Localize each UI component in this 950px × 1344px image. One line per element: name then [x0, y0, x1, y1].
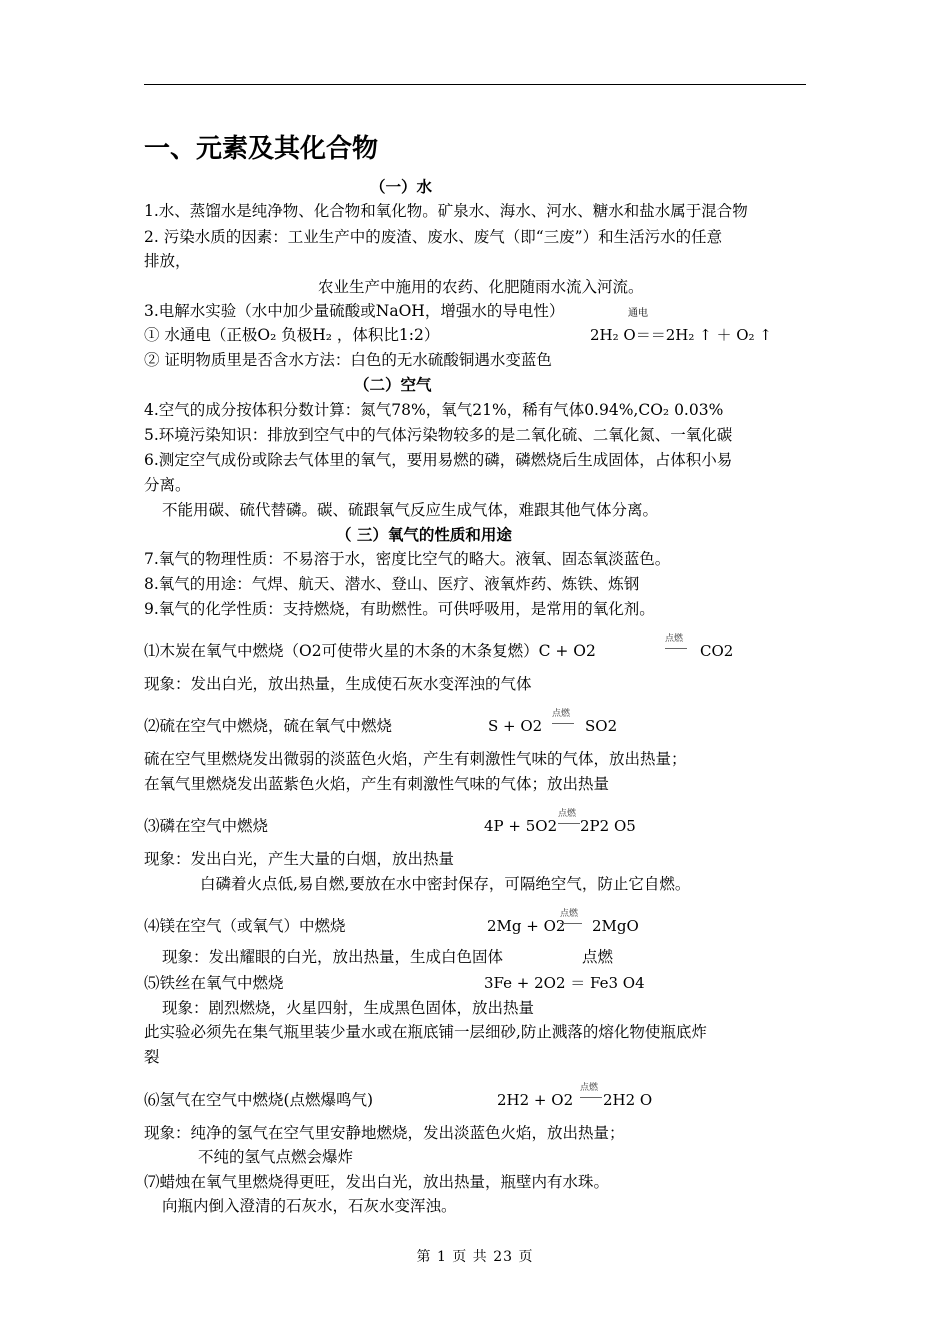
reaction-1: ⑴木炭在氧气中燃烧（O2可使带火星的木条的木条复燃）C + O2 — [144, 642, 596, 660]
reaction-5-observation: 现象：剧烈燃烧，火星四射，生成黑色固体，放出热量 — [162, 999, 535, 1017]
reaction-2-observation-2: 在氧气里燃烧发出蓝紫色火焰，产生有刺激性气味的气体；放出热量 — [144, 775, 610, 793]
line-6b: 分离。 — [144, 476, 191, 494]
reaction-6-equation: 2H2 + O2 — [497, 1091, 574, 1109]
line-2c: 农业生产中施用的农药、化肥随雨水流入河流。 — [318, 278, 644, 296]
page-heading: 一、元素及其化合物 — [144, 134, 379, 164]
reaction-6-observation-2: 不纯的氢气点燃会爆炸 — [198, 1148, 354, 1166]
reaction-4-observation: 现象：发出耀眼的白光，放出热量，生成白色固体 — [162, 948, 504, 966]
line-2a: 2. 污染水质的因素：工业生产中的废渣、废水、废气（即“三废”）和生活污水的任意 — [144, 228, 723, 246]
product-6: 2H2 O — [603, 1091, 653, 1109]
condition-ignite-4: 点燃 — [560, 909, 582, 924]
product-2: SO2 — [585, 717, 618, 735]
reaction-4-equation: 2Mg + O2 — [487, 917, 566, 935]
reaction-5-note-2: 裂 — [144, 1048, 160, 1066]
line-3: 3.电解水实验（水中加少量硫酸或NaOH，增强水的导电性） — [144, 302, 565, 320]
line-3b: ② 证明物质里是否含水方法：白色的无水硫酸铜遇水变蓝色 — [144, 351, 552, 369]
reaction-2: ⑵硫在空气中燃烧，硫在氧气中燃烧 — [144, 717, 393, 735]
equation-electrolysis: 2H₂ O＝＝2H₂ ↑ ＋ O₂ ↑ — [590, 326, 772, 344]
reaction-5: ⑸铁丝在氧气中燃烧 — [144, 974, 284, 992]
reaction-7-observation: 向瓶内倒入澄清的石灰水，石灰水变浑浊。 — [162, 1197, 457, 1215]
condition-ignite-1: 点燃 — [665, 634, 687, 649]
line-8: 8.氧气的用途：气焊、航天、潜水、登山、医疗、液氧炸药、炼铁、炼钢 — [144, 575, 640, 593]
page-footer: 第 1 页 共 23 页 — [416, 1249, 534, 1265]
reaction-6-observation-1: 现象：纯净的氢气在空气里安静地燃烧，发出淡蓝色火焰，放出热量； — [144, 1124, 625, 1142]
condition-ignite-6: 点燃 — [580, 1083, 602, 1098]
reaction-7: ⑺蜡烛在氧气里燃烧得更旺，发出白光，放出热量，瓶壁内有水珠。 — [144, 1173, 610, 1191]
condition-ignite-2: 点燃 — [552, 709, 574, 724]
line-3a: ① 水通电（正极O₂ 负极H₂ ，体积比1:2） — [144, 326, 440, 344]
section-air: （二）空气 — [354, 376, 432, 394]
line-5: 5.环境污染知识：排放到空气中的气体污染物较多的是二氧化硫、二氧化氮、一氧化碳 — [144, 426, 733, 444]
reaction-1-observation: 现象：发出白光，放出热量，生成使石灰水变浑浊的气体 — [144, 675, 532, 693]
reaction-5-note-1: 此实验必须先在集气瓶里装少量水或在瓶底铺一层细砂,防止溅落的熔化物使瓶底炸 — [144, 1023, 707, 1041]
section-water: （一）水 — [370, 178, 433, 196]
product-3: 2P2 O5 — [580, 817, 636, 835]
reaction-2-observation-1: 硫在空气里燃烧发出微弱的淡蓝色火焰，产生有刺激性气味的气体，放出热量； — [144, 750, 687, 768]
reaction-4: ⑷镁在空气（或氧气）中燃烧 — [144, 917, 346, 935]
product-4: 2MgO — [592, 917, 639, 935]
reaction-3-observation-2: 白磷着火点低,易自燃,要放在水中密封保存，可隔绝空气，防止它自燃。 — [200, 875, 691, 893]
reaction-5-equation: 3Fe + 2O2 ＝ Fe3 O4 — [484, 974, 645, 992]
line-2b: 排放， — [144, 252, 191, 270]
line-7: 7.氧气的物理性质：不易溶于水，密度比空气的略大。液氧、固态氧淡蓝色。 — [144, 550, 671, 568]
line-6a: 6.测定空气成份或除去气体里的氧气，要用易燃的磷，磷燃烧后生成固体，占体积小易 — [144, 451, 733, 469]
line-6c: 不能用碳、硫代替磷。碳、硫跟氧气反应生成气体，难跟其他气体分离。 — [162, 501, 659, 519]
line-4: 4.空气的成分按体积分数计算：氮气78%，氧气21%，稀有气体0.94%,CO₂ 0.03% — [144, 401, 724, 419]
reaction-3-observation-1: 现象：发出白光，产生大量的白烟，放出热量 — [144, 850, 455, 868]
product-1: CO2 — [700, 642, 734, 660]
line-1: 1.水、蒸馏水是纯净物、化合物和氧化物。矿泉水、海水、河水、糖水和盐水属于混合物 — [144, 202, 748, 220]
section-oxygen: （ 三）氧气的性质和用途 — [336, 526, 512, 544]
reaction-2-equation: S + O2 — [488, 717, 543, 735]
reaction-4-condition-text: 点燃 — [582, 948, 614, 966]
reaction-3: ⑶磷在空气中燃烧 — [144, 817, 269, 835]
condition-ignite-3: 点燃 — [558, 809, 580, 824]
reaction-6: ⑹氢气在空气中燃烧(点燃爆鸣气) — [144, 1091, 374, 1109]
header-rule — [144, 84, 806, 85]
line-9: 9.氧气的化学性质：支持燃烧，有助燃性。可供呼吸用，是常用的氧化剂。 — [144, 600, 655, 618]
reaction-3-equation: 4P + 5O2 — [484, 817, 558, 835]
condition-electrolysis: 通电 — [628, 308, 648, 319]
